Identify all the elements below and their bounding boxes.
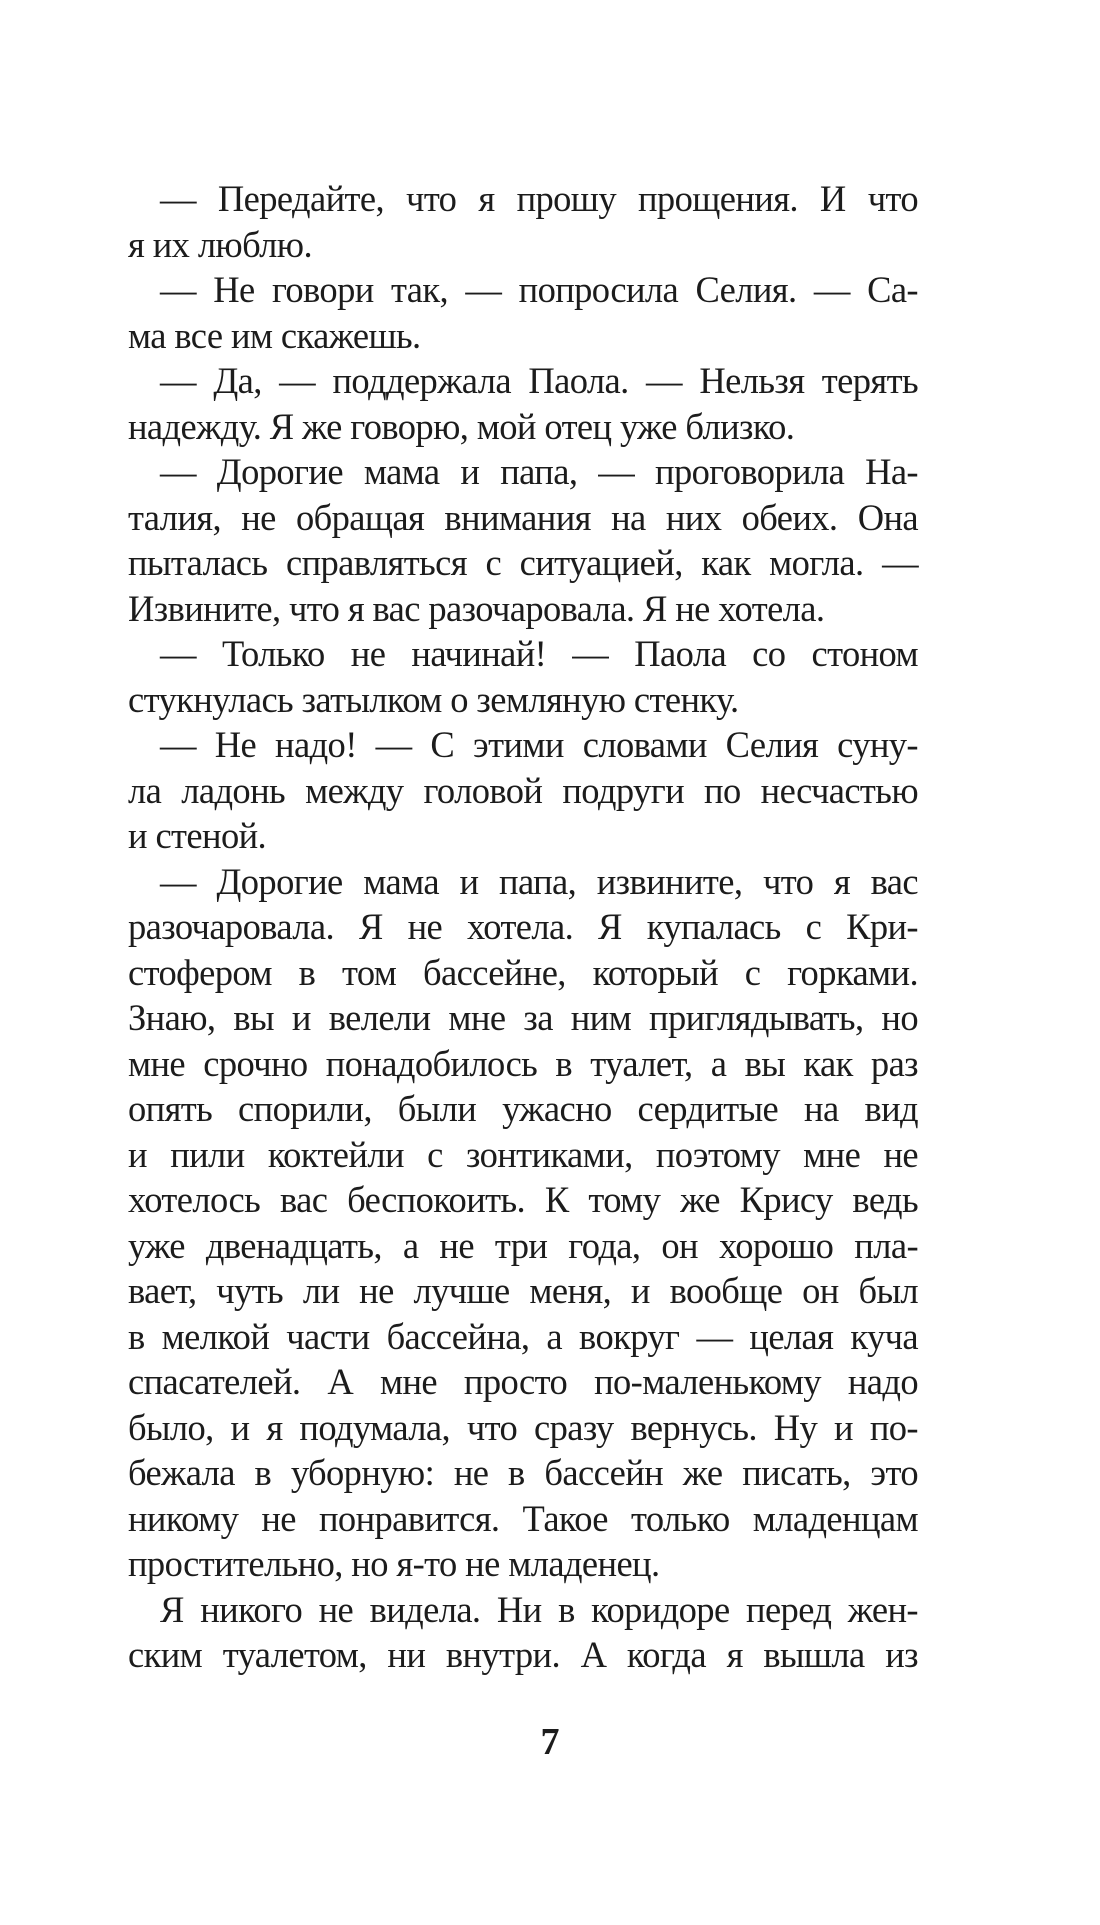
text-line: было, и я подумала, что сразу вернусь. Ну и по- [128, 1406, 918, 1448]
text-line: Извините, что я вас разочаровала. Я не хотела. [128, 587, 825, 629]
text-line: — Только не начинай! — Паола со стоном [160, 633, 918, 674]
text-line: и стеной. [128, 815, 267, 856]
text-line: ма все им скажешь. [128, 314, 421, 356]
text-line: мне срочно понадобилось в туалет, а вы как раз [128, 1042, 918, 1084]
page-number: 7 [540, 1721, 560, 1763]
text-line: талия, не обращая внимания на них обеих. Она [128, 496, 918, 538]
text-line: пыталась справляться с ситуацией, как могла. — [128, 542, 918, 583]
text-line: и пили коктейли с зонтиками, поэтому мне не [128, 1133, 918, 1175]
text-line: я их люблю. [128, 223, 312, 265]
text-line: в мелкой части бассейна, а вокруг — целая куча [128, 1315, 918, 1357]
text-line: ским туалетом, ни внутри. А когда я вышла из [128, 1634, 918, 1675]
text-line: никому не понравится. Такое только младенцам [128, 1497, 918, 1539]
text-line: Я никого не видела. Ни в коридоре перед жен- [160, 1588, 918, 1630]
page-body-text [128, 176, 918, 1678]
text-line: стофером в том бассейне, который с горками. [128, 951, 918, 993]
text-line: — Не говори так, — попросила Селия. — Са- [160, 269, 918, 310]
text-line: ла ладонь между головой подруги по несчастью [128, 769, 918, 811]
text-line: — Дорогие мама и папа, извините, что я вас [160, 860, 918, 902]
text-line: Знаю, вы и велели мне за ним приглядывать, но [128, 997, 918, 1038]
text-line: бежала в уборную: не в бассейн же писать, это [128, 1452, 918, 1493]
text-line: — Передайте, что я прошу прощения. И что [160, 178, 918, 219]
text-line: уже двенадцать, а не три года, он хорошо пла- [128, 1224, 918, 1266]
text-line: стукнулась затылком о земляную стенку. [128, 678, 739, 720]
text-line: — Да, — поддержала Паола. — Нельзя терять [160, 360, 918, 401]
text-line: простительно, но я-то не младенец. [128, 1543, 660, 1584]
text-line: — Дорогие мама и папа, — проговорила На- [160, 451, 918, 492]
text-line: спасателей. А мне просто по-маленькому надо [128, 1361, 918, 1402]
text-line: — Не надо! — С этими словами Селия суну- [160, 724, 918, 765]
text-line: вает, чуть ли не лучше меня, и вообще он был [128, 1270, 918, 1311]
text-line: опять спорили, были ужасно сердитые на вид [128, 1088, 918, 1129]
text-line: хотелось вас беспокоить. К тому же Крису ведь [128, 1179, 918, 1220]
text-line: разочаровала. Я не хотела. Я купалась с Кри- [128, 906, 918, 947]
text-line: надежду. Я же говорю, мой отец уже близко. [128, 405, 795, 447]
